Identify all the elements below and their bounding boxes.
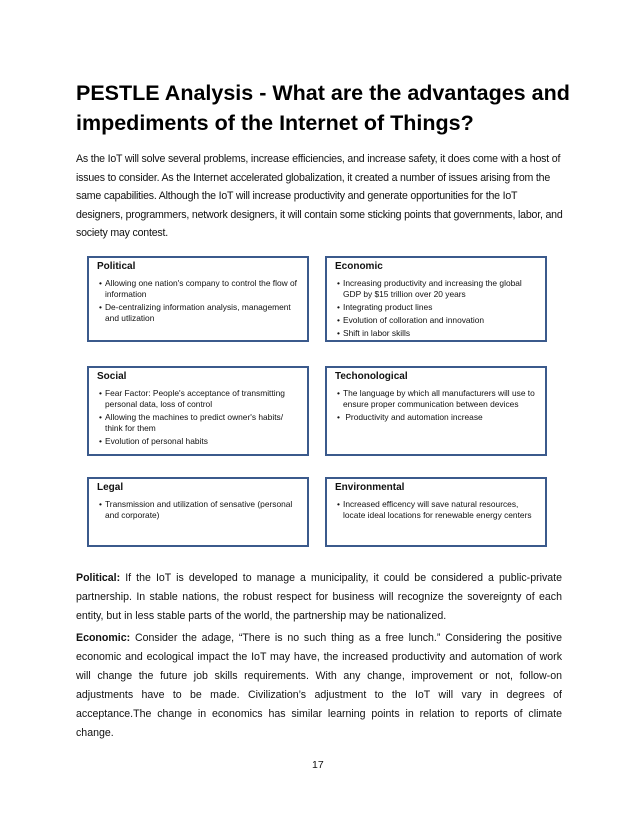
box-item: • Allowing one nation's company to control the flow of information xyxy=(97,278,299,300)
pestle-box-social xyxy=(87,366,309,456)
box-item: • Increasing productivity and increasing the global GDP by $15 trillion over 20 years xyxy=(335,278,537,300)
box-title: Political xyxy=(97,261,136,272)
box-title: Social xyxy=(97,371,127,382)
economic-paragraph xyxy=(76,629,562,743)
box-item: • The language by which all manufacturers will use to ensure proper communication between devices xyxy=(335,388,537,410)
box-item: • Transmission and utilization of sensative (personal and corporate) xyxy=(97,499,299,521)
box-item: • Allowing the machines to predict owner's habits/ think for them xyxy=(97,412,299,434)
page-number: 17 xyxy=(312,759,324,771)
page-title: PESTLE Analysis - What are the advantages and impediments of the Internet of Things? xyxy=(76,81,570,135)
pestle-box-technological xyxy=(325,366,547,456)
box-title: Techonological xyxy=(335,371,408,382)
box-item: • Increased efficency will save natural resources, locate ideal locations for renewable energy centers xyxy=(335,499,537,521)
box-title: Economic xyxy=(335,261,383,272)
box-title: Legal xyxy=(97,482,124,493)
paragraph-text: If the IoT is developed to manage a municipality, it could be considered a public-private partnership. In stable nations, the robust respect for business will recognize the sovereignty of each entity, but in less stable parts of the world, the partnership may be nationalized. xyxy=(76,572,562,622)
box-item: • Fear Factor: People's acceptance of transmitting personal data, loss of control xyxy=(97,388,299,410)
pestle-box-legal xyxy=(87,477,309,547)
pestle-box-environmental xyxy=(325,477,547,547)
box-item: • Productivity and automation increase xyxy=(335,412,537,423)
box-item: • De-centralizing information analysis, management and utlization xyxy=(97,302,299,324)
paragraph-label: Economic: xyxy=(76,632,131,644)
paragraph-text: Consider the adage, “There is no such thing as a free lunch.” Considering the positive economic and ecological impact the IoT may have, the increased productivity and automation of work will change the future job skills requirements. With any change, improvement or not, follow-on adjustments have to be made. Civilization’s adjustment to the IoT will vary in degrees of acceptance.The change in economics has similar learning points in relation to reports of climate change. xyxy=(76,632,562,739)
intro-paragraph: As the IoT will solve several problems, increase efficiencies, and increase safety, it does come with a host of issues to consider. As the Internet accelerated globalization, it created a number of issues arising from the same capabilities. Although the IoT will increase productivity and generate opportunities for the IoT designers, programmers, network designers, it will contain some sticking points that governments, labor, and society may contest. xyxy=(76,153,563,239)
pestle-box-economic xyxy=(325,256,547,342)
political-paragraph xyxy=(76,569,562,626)
box-title: Environmental xyxy=(335,482,405,493)
box-item: • Evolution of colloration and innovation xyxy=(335,315,537,326)
box-item: • Evolution of personal habits xyxy=(97,436,299,447)
box-item: • Shift in labor skills xyxy=(335,328,537,339)
box-item: • Integrating product lines xyxy=(335,302,537,313)
pestle-box-political xyxy=(87,256,309,342)
paragraph-label: Political: xyxy=(76,572,121,584)
